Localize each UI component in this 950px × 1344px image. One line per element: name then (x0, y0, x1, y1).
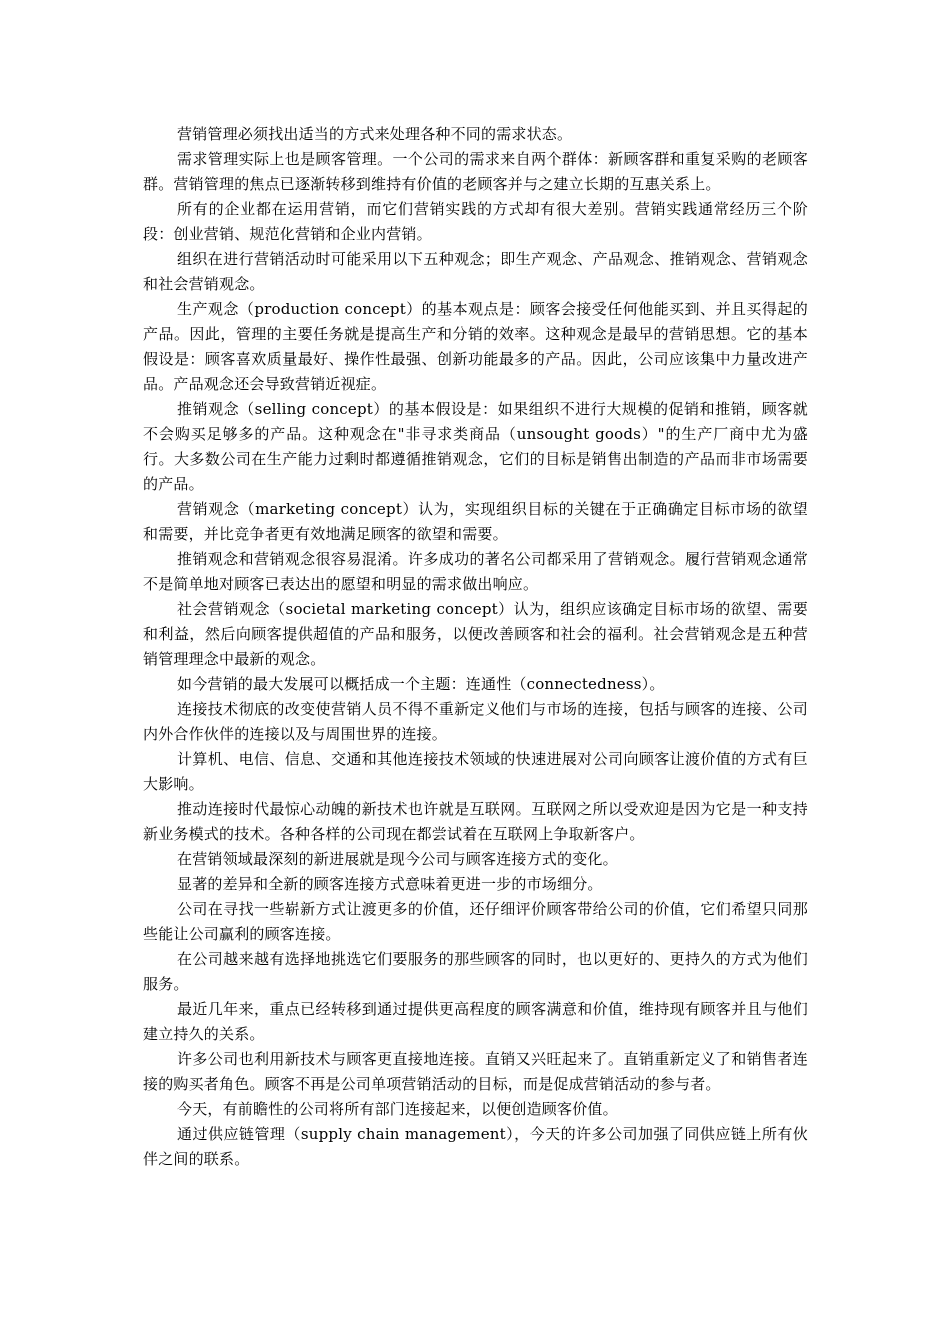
paragraph: 所有的企业都在运用营销，而它们营销实践的方式却有很大差别。营销实践通常经历三个阶段：创业营销、规范化营销和企业内营销。 (143, 200, 808, 243)
paragraph: 生产观念（production concept）的基本观点是：顾客会接受任何他能买到、并且买得起的产品。因此，管理的主要任务就是提高生产和分销的效率。这种观念是最早的营销思想。它的基本假设是：顾客喜欢质量最好、操作性最强、创新功能最多的产品。因此，公司应该集中力量改进产品。产品观念还会导致营销近视症。 (143, 300, 808, 393)
paragraph: 连接技术彻底的改变使营销人员不得不重新定义他们与市场的连接，包括与顾客的连接、公司内外合作伙伴的连接以及与周围世界的连接。 (143, 700, 808, 743)
document-body (143, 122, 808, 1172)
paragraph: 公司在寻找一些崭新方式让渡更多的价值，还仔细评价顾客带给公司的价值，它们希望只同那些能让公司赢利的顾客连接。 (143, 900, 808, 943)
paragraph: 在公司越来越有选择地挑选它们要服务的那些顾客的同时，也以更好的、更持久的方式为他们服务。 (143, 950, 808, 993)
paragraph: 社会营销观念（societal marketing concept）认为，组织应该确定目标市场的欲望、需要和利益，然后向顾客提供超值的产品和服务，以便改善顾客和社会的福利。社会营销观念是五种营销管理理念中最新的观念。 (143, 600, 808, 668)
paragraph: 如今营销的最大发展可以概括成一个主题：连通性（connectedness）。 (177, 675, 665, 693)
paragraph: 计算机、电信、信息、交通和其他连接技术领域的快速进展对公司向顾客让渡价值的方式有巨大影响。 (143, 750, 808, 793)
paragraph: 显著的差异和全新的顾客连接方式意味着更进一步的市场细分。 (177, 875, 603, 893)
paragraph: 营销观念（marketing concept）认为，实现组织目标的关键在于正确确定目标市场的欲望和需要，并比竞争者更有效地满足顾客的欲望和需要。 (143, 500, 808, 543)
paragraph: 许多公司也利用新技术与顾客更直接地连接。直销又兴旺起来了。直销重新定义了和销售者连接的购买者角色。顾客不再是公司单项营销活动的目标，而是促成营销活动的参与者。 (143, 1050, 808, 1093)
paragraph: 组织在进行营销活动时可能采用以下五种观念；即生产观念、产品观念、推销观念、营销观念和社会营销观念。 (143, 250, 808, 293)
paragraph: 最近几年来，重点已经转移到通过提供更高程度的顾客满意和价值，维持现有顾客并且与他们建立持久的关系。 (143, 1000, 808, 1043)
paragraph: 营销管理必须找出适当的方式来处理各种不同的需求状态。 (177, 125, 573, 143)
paragraph: 推动连接时代最惊心动魄的新技术也许就是互联网。互联网之所以受欢迎是因为它是一种支持新业务模式的技术。各种各样的公司现在都尝试着在互联网上争取新客户。 (143, 800, 808, 843)
paragraph: 需求管理实际上也是顾客管理。一个公司的需求来自两个群体：新顾客群和重复采购的老顾客群。营销管理的焦点已逐渐转移到维持有价值的老顾客并与之建立长期的互惠关系上。 (143, 150, 808, 193)
paragraph: 通过供应链管理（supply chain management），今天的许多公司加强了同供应链上所有伙伴之间的联系。 (143, 1125, 808, 1168)
paragraph: 推销观念和营销观念很容易混淆。许多成功的著名公司都采用了营销观念。履行营销观念通常不是简单地对顾客已表达出的愿望和明显的需求做出响应。 (143, 550, 808, 593)
paragraph: 今天，有前瞻性的公司将所有部门连接起来，以便创造顾客价值。 (177, 1100, 618, 1118)
paragraph: 推销观念（selling concept）的基本假设是：如果组织不进行大规模的促销和推销，顾客就不会购买足够多的产品。这种观念在"非寻求类商品（unsought goods）"的生产厂商中尤为盛行。大多数公司在生产能力过剩时都遵循推销观念，它们的目标是销售出制造的产品而非市场需要的产品。 (143, 400, 808, 493)
paragraph: 在营销领域最深刻的新进展就是现今公司与顾客连接方式的变化。 (177, 850, 618, 868)
